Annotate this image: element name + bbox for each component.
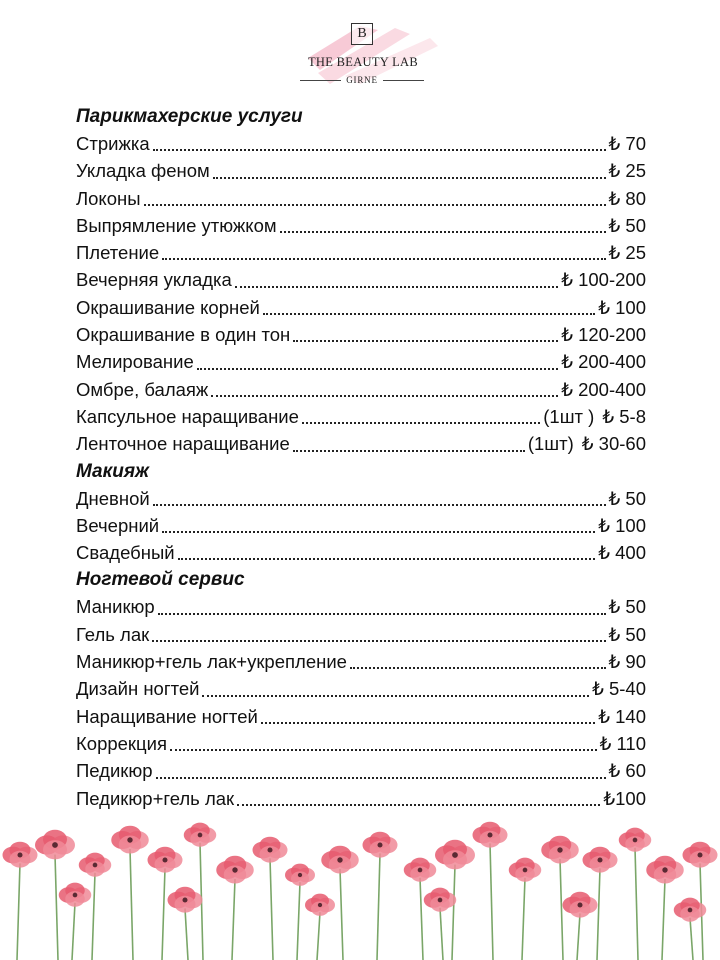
service-item [76, 512, 646, 539]
service-unit-note: (1шт) [527, 433, 574, 455]
poppy-center [557, 847, 562, 852]
poppy-center [162, 857, 167, 862]
poppy-center [438, 898, 443, 903]
service-price: ₺ 400 [598, 542, 646, 564]
service-price: ₺100 [603, 787, 646, 809]
service-unit-note: (1шт ) [543, 405, 595, 427]
dot-leader [162, 249, 605, 260]
service-price: ₺ 140 [598, 705, 646, 727]
service-name: Педикюр [76, 760, 153, 782]
service-name: Мелирование [76, 351, 194, 373]
service-price: ₺ 25 [608, 160, 646, 182]
poppy-center [577, 902, 582, 907]
service-price: ₺ 30-60 [581, 433, 646, 455]
service-name: Окрашивание в один тон [76, 324, 291, 346]
poppy-center [523, 868, 528, 873]
service-price: ₺ 100-200 [561, 269, 646, 291]
flower-stem [232, 879, 235, 960]
service-item [76, 321, 646, 348]
dot-leader [158, 603, 606, 614]
service-name: Коррекция [76, 732, 167, 754]
service-name: Укладка феном [76, 160, 210, 182]
dot-leader [144, 195, 606, 206]
poppy-center [73, 893, 78, 898]
divider-line [300, 80, 341, 81]
dot-leader [156, 767, 606, 778]
dot-leader [263, 304, 595, 315]
flower-stem [420, 878, 423, 960]
flower-stem [522, 878, 525, 960]
dot-leader [153, 495, 606, 506]
poppy-center [267, 847, 272, 852]
flower-stem [185, 908, 188, 960]
service-price: ₺ 60 [608, 760, 646, 782]
dot-leader [293, 440, 525, 451]
poppy-center [697, 852, 702, 857]
service-price: ₺ 110 [599, 732, 646, 754]
flower-stem [490, 843, 493, 960]
service-name: Маникюр+гель лак+укрепление [76, 651, 347, 673]
service-price: ₺ 100 [598, 296, 646, 318]
service-name: Выпрямление утюжком [76, 214, 277, 236]
service-item [76, 621, 646, 648]
logo-monogram: B [351, 23, 373, 45]
section-title: Парикмахерские услуги [76, 106, 303, 127]
brand-location: GIRNE [346, 75, 378, 85]
service-item [76, 593, 646, 620]
service-item [76, 348, 646, 375]
flower-stem [662, 879, 665, 960]
service-item [76, 648, 646, 675]
poppy-center [17, 852, 22, 857]
service-name: Гель лак [76, 623, 150, 645]
service-name: Дневной [76, 487, 150, 509]
poppy-center [318, 903, 322, 907]
dot-leader [202, 685, 589, 696]
dot-leader [152, 631, 605, 642]
flower-stem [55, 855, 58, 960]
dot-leader [170, 740, 597, 751]
service-name: Маникюр [76, 596, 155, 618]
service-item [76, 376, 646, 403]
service-price: ₺ 70 [608, 133, 646, 154]
poppy-center [377, 842, 382, 847]
service-item [76, 430, 646, 457]
flower-stem [577, 913, 580, 960]
service-item [76, 130, 646, 157]
service-name: Дизайн ногтей [76, 678, 200, 700]
flower-stem [270, 858, 273, 960]
service-item [76, 403, 646, 430]
service-item [76, 185, 646, 212]
service-item [76, 266, 646, 293]
dot-leader [302, 413, 540, 424]
service-name: Педикюр+гель лак [76, 787, 235, 809]
poppy-center [93, 863, 98, 868]
service-item [76, 757, 646, 784]
price-menu [76, 103, 646, 812]
header [0, 0, 720, 100]
service-price: ₺ 50 [608, 487, 646, 509]
brand-location-row [300, 73, 424, 87]
service-item [76, 212, 646, 239]
service-price: ₺ 50 [608, 214, 646, 236]
poppy-center [182, 897, 187, 902]
flower-stem [597, 868, 600, 960]
service-item [76, 485, 646, 512]
service-item [76, 157, 646, 184]
poppy-center [688, 908, 693, 913]
service-name: Свадебный [76, 542, 175, 564]
flower-stem [317, 912, 320, 960]
flower-stem [72, 903, 75, 960]
poppy-flowers-decoration [0, 815, 720, 960]
dot-leader [261, 713, 595, 724]
service-price: ₺ 50 [608, 596, 646, 618]
poppy-center [127, 837, 132, 842]
flower-stem [452, 865, 455, 960]
service-item [76, 785, 646, 812]
poppy-center [452, 852, 458, 858]
flower-stem [130, 849, 133, 960]
section-title: Ногтевой сервис [76, 569, 245, 591]
section-title: Макияж [76, 460, 150, 482]
service-item [76, 539, 646, 566]
service-price: ₺ 25 [608, 242, 646, 264]
service-item [76, 675, 646, 702]
flower-stem [17, 863, 20, 960]
dot-leader [280, 222, 606, 233]
flower-stem [162, 868, 165, 960]
flower-stem [690, 918, 693, 960]
service-price: ₺ 5-40 [592, 678, 646, 700]
service-item [76, 294, 646, 321]
service-name: Ленточное наращивание [76, 433, 290, 455]
service-item [76, 703, 646, 730]
service-item [76, 730, 646, 757]
poppy-center [298, 873, 302, 877]
flower-stem [635, 848, 638, 960]
service-price: ₺ 50 [608, 623, 646, 645]
service-item [76, 239, 646, 266]
service-price: ₺ 5-8 [602, 405, 646, 427]
dot-leader [153, 140, 606, 151]
dot-leader [162, 522, 595, 533]
poppy-center [662, 867, 667, 872]
poppy-center [232, 867, 237, 872]
service-price: ₺ 100 [598, 514, 646, 536]
poppy-center [487, 832, 492, 837]
service-price: ₺ 90 [608, 651, 646, 673]
flower-stem [92, 873, 95, 960]
flower-stem [297, 882, 300, 960]
service-name: Локоны [76, 187, 141, 209]
service-price: ₺ 80 [608, 187, 646, 209]
poppy-center [597, 857, 602, 862]
brand-name: THE BEAUTY LAB [308, 55, 418, 69]
poppy-center [337, 857, 342, 862]
dot-leader [211, 386, 558, 397]
service-name: Плетение [76, 242, 160, 264]
service-name: Стрижка [76, 133, 150, 154]
poppy-center [633, 838, 638, 843]
service-price: ₺ 200-400 [561, 351, 646, 373]
dot-leader [235, 277, 558, 288]
service-price: ₺ 200-400 [561, 378, 646, 400]
flower-stem [340, 869, 343, 960]
service-price: ₺ 120-200 [561, 324, 646, 346]
dot-leader [293, 331, 558, 342]
poppy-center [52, 842, 58, 848]
service-name: Вечерняя укладка [76, 269, 232, 291]
service-name: Капсульное наращивание [76, 405, 299, 427]
dot-leader [350, 658, 606, 669]
service-name: Вечерний [76, 514, 160, 536]
flower-stem [440, 908, 443, 960]
flower-stem [560, 859, 563, 960]
service-name: Наращивание ногтей [76, 705, 258, 727]
service-name: Окрашивание корней [76, 296, 260, 318]
divider-line [383, 80, 424, 81]
poppy-center [198, 833, 203, 838]
flower-stem [377, 853, 380, 960]
service-name: Омбре, балаяж [76, 378, 209, 400]
dot-leader [178, 549, 596, 560]
dot-leader [213, 167, 606, 178]
dot-leader [197, 358, 558, 369]
poppy-center [418, 868, 423, 873]
dot-leader [237, 795, 600, 806]
